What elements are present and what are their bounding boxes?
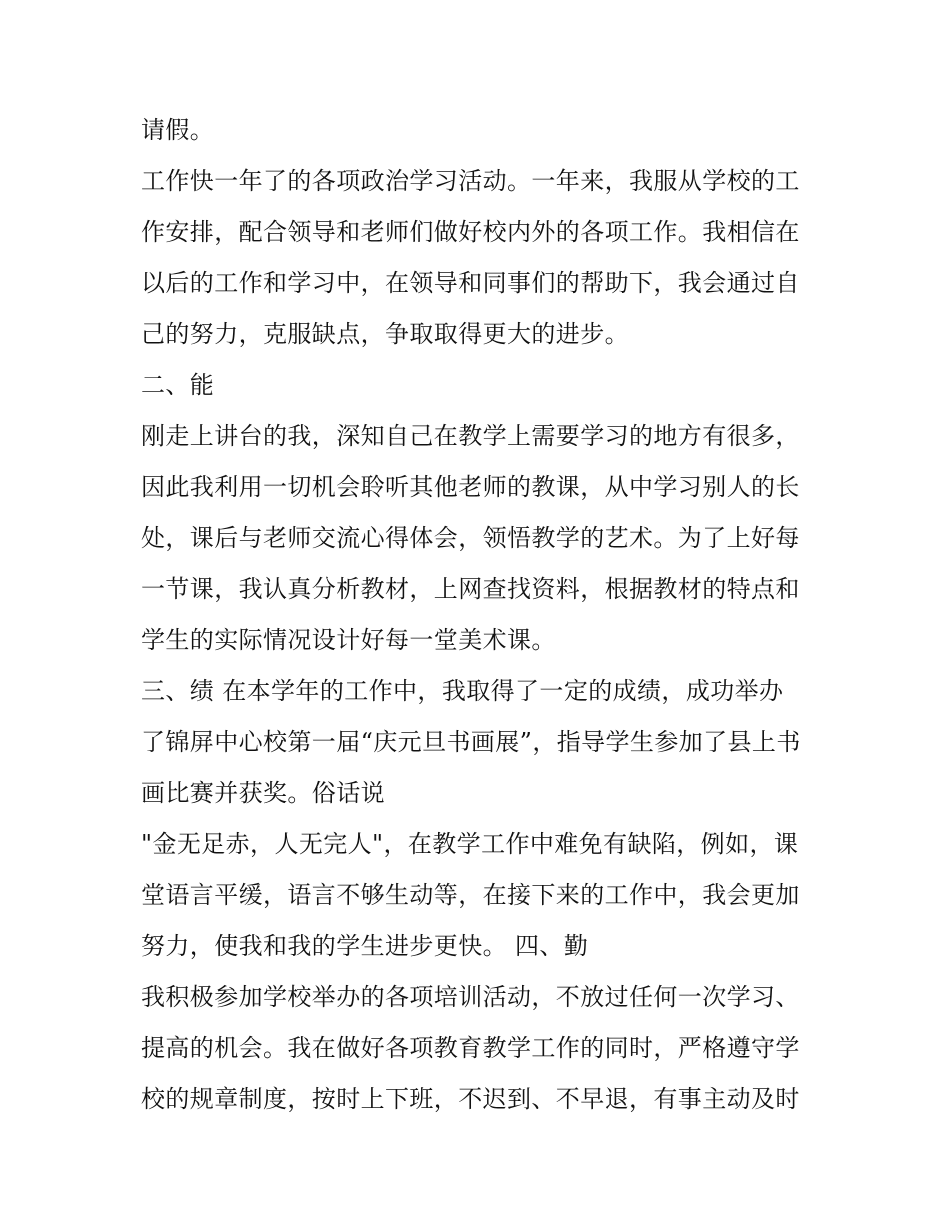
text-line: 我积极参加学校举办的各项培训活动，不放过任何一次学习、 (141, 983, 800, 1011)
text-line: 以后的工作和学习中，在领导和同事们的帮助下，我会通过自 (141, 269, 800, 297)
text-line: 三、绩 在本学年的工作中，我取得了一定的成绩，成功举办 (141, 677, 784, 705)
text-line: 一节课，我认真分析教材，上网查找资料，根据教材的特点和 (141, 575, 800, 603)
text-line: 请假。 (141, 116, 215, 144)
document-body (141, 105, 821, 1125)
text-line: 因此我利用一切机会聆听其他老师的教课，从中学习别人的长 (141, 473, 800, 501)
text-line: 努力，使我和我的学生进步更快。 四、勤 (141, 932, 589, 960)
text-line: 己的努力，克服缺点，争取取得更大的进步。 (141, 320, 629, 348)
section-heading: 二、能 (141, 371, 215, 399)
text-line: 处，课后与老师交流心得体会，领悟教学的艺术。为了上好每 (141, 524, 800, 552)
text-line: 堂语言平缓，语言不够生动等，在接下来的工作中，我会更加 (141, 881, 800, 909)
text-line: 提高的机会。我在做好各项教育教学工作的同时，严格遵守学 (141, 1034, 800, 1062)
text-line: 了锦屏中心校第一届“庆元旦书画展”，指导学生参加了县上书 (141, 728, 801, 756)
text-line: 刚走上讲台的我，深知自己在教学上需要学习的地方有很多， (141, 422, 800, 450)
text-line: 工作快一年了的各项政治学习活动。一年来，我服从学校的工 (141, 167, 800, 195)
text-line: 作安排，配合领导和老师们做好校内外的各项工作。我相信在 (141, 218, 800, 246)
text-line: 学生的实际情况设计好每一堂美术课。 (141, 626, 556, 654)
text-line: "金无足赤，人无完人"，在教学工作中难免有缺陷，例如，课 (141, 830, 799, 858)
text-line: 校的规章制度，按时上下班，不迟到、不早退，有事主动及时 (141, 1085, 800, 1113)
text-line: 画比赛并获奖。俗话说 (141, 779, 385, 807)
